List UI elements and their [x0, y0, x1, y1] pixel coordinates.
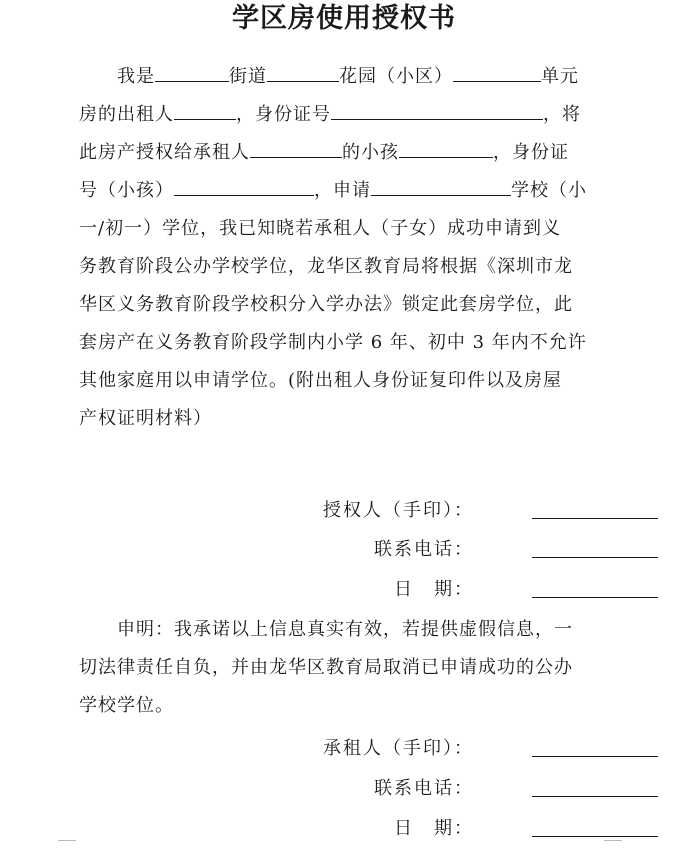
- authorizer-date-line[interactable]: [532, 597, 658, 598]
- declaration-line-2: 切法律责任自负，并由龙华区教育局取消已申请成功的公办: [79, 657, 573, 678]
- child-name-blank[interactable]: [399, 135, 493, 158]
- declaration-paragraph: [79, 611, 609, 725]
- authorizer-phone-line[interactable]: [532, 557, 658, 558]
- tenant-date-row: [0, 814, 688, 844]
- tenant-signature-line[interactable]: [532, 756, 658, 757]
- body-line-10: 产权证明材料）: [79, 408, 212, 429]
- body-line-1: 我是 街道 花园（小区） 单元: [79, 58, 609, 96]
- page-corner-mark-left: [58, 840, 76, 851]
- authorizer-date-row: [0, 575, 688, 605]
- document-title: 学区房使用授权书: [232, 3, 456, 34]
- tenant-date-label: 日 期：: [394, 818, 474, 839]
- tenant-label: 承租人（手印）：: [323, 738, 474, 759]
- landlord-id-blank[interactable]: [331, 97, 543, 120]
- tenant-phone-label: 联系电话：: [374, 778, 474, 799]
- child-id-blank[interactable]: [174, 173, 314, 196]
- unit-blank[interactable]: [453, 59, 541, 82]
- authorizer-label: 授权人（手印）：: [323, 500, 474, 521]
- body-line-5: 一/初一）学位，我已知晓若承租人（子女）成功申请到义: [79, 218, 562, 239]
- declaration-line-1: 申明：我承诺以上信息真实有效，若提供虚假信息，一: [117, 619, 573, 640]
- street-blank[interactable]: [155, 59, 229, 82]
- body-line-9: 其他家庭用以申请学位。(附出租人身份证复印件以及房屋: [79, 370, 563, 391]
- tenant-phone-line[interactable]: [532, 796, 658, 797]
- declaration-line-3: 学校学位。: [79, 695, 174, 716]
- tenant-name-blank[interactable]: [250, 135, 342, 158]
- body-line-4: 号（小孩） ，申请 学校（小: [79, 172, 609, 210]
- page-corner-mark-right: [604, 840, 622, 851]
- body-line-3: 此房产授权给承租人 的小孩 ，身份证: [79, 134, 609, 172]
- body-line-2: 房的出租人 ，身份证号 ，将: [79, 96, 609, 134]
- body-line-6: 务教育阶段公办学校学位，龙华区教育局将根据《深圳市龙: [79, 256, 573, 277]
- tenant-phone-row: [0, 774, 688, 804]
- landlord-name-blank[interactable]: [174, 97, 236, 120]
- body-line-8: 套房产在义务教育阶段学制内小学 6 年、初中 3 年内不允许: [79, 332, 587, 353]
- authorizer-date-label: 日 期：: [394, 579, 474, 600]
- body-line-7: 华区义务教育阶段学校积分入学办法》锁定此套房学位，此: [79, 294, 573, 315]
- tenant-row: [0, 734, 688, 764]
- school-blank[interactable]: [371, 173, 511, 196]
- authorizer-signature-line[interactable]: [532, 518, 658, 519]
- authorization-paragraph: [79, 58, 609, 438]
- garden-blank[interactable]: [267, 59, 339, 82]
- authorizer-row: [0, 496, 688, 526]
- authorizer-phone-label: 联系电话：: [374, 539, 474, 560]
- tenant-date-line[interactable]: [532, 836, 658, 837]
- authorizer-phone-row: [0, 535, 688, 565]
